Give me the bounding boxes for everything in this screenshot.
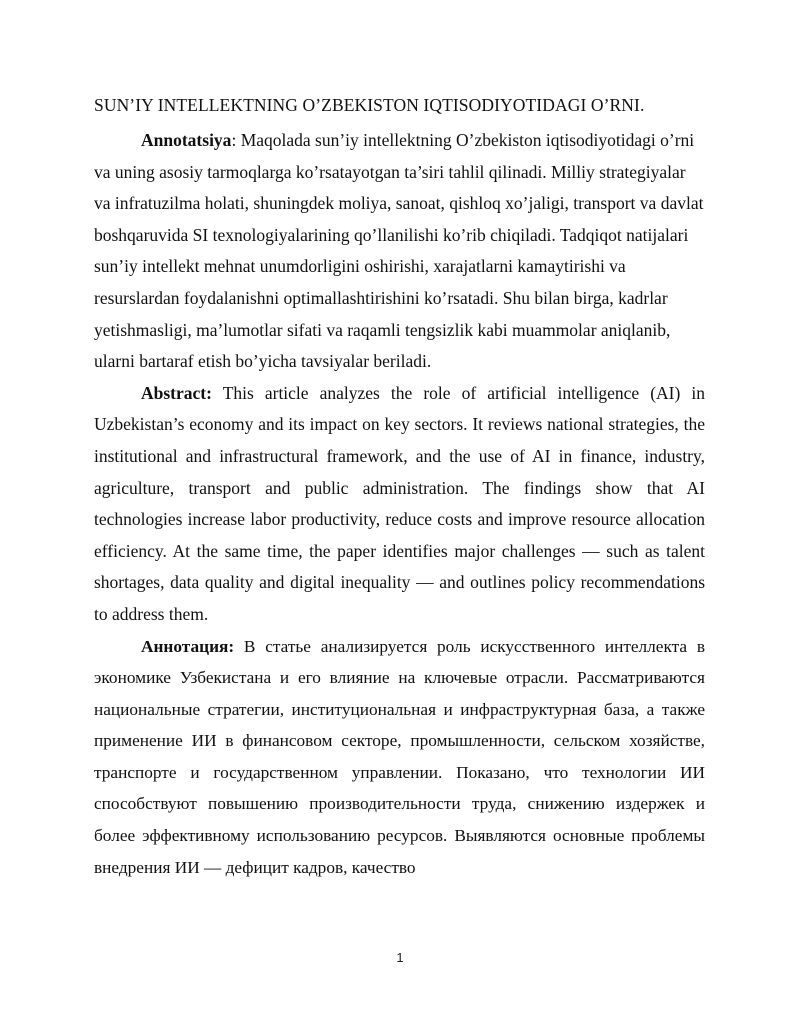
abstract-en-separator — [212, 383, 223, 403]
annotation-ru-text: В статье анализируется роль искусственного интеллекта в экономике Узбекистана и его влияние на ключевые отрасли. Рассматриваются национальные стратегии, институциональная и инфраструктурная база, а также применение ИИ в финансовом секторе, промышленности, сельском хозяйстве, транспорте и государственном управлении. Показано, что технологии ИИ способствуют повышению производительности труда, снижению издержек и более эффективному использованию ресурсов. Выявляются основные проблемы внедрения ИИ — дефицит кадров, качество — [94, 636, 705, 877]
abstract-en-paragraph — [94, 378, 705, 631]
annotation-ru-separator — [234, 637, 244, 656]
annotation-uz-label: Annotatsiya — [141, 130, 232, 150]
abstract-en-label: Abstract: — [141, 382, 212, 403]
annotation-uz-text: Maqolada sun’iy intellektning O’zbekiston iqtisodiyotidagi o’rni va uning asosiy tarmoqlarga ko’rsatayotgan ta’siri tahlil qilinadi. Milliy strategiyalar va infratuzilma holati, shuningdek moliya, sanoat, qishloq xo’jaligi, transport va davlat boshqaruvida SI texnologiyalarining qo’llanilishi ko’rib chiqiladi. Tadqiqot natijalari sun’iy intellekt mehnat unumdorligini oshirishi, xarajatlarni kamaytirishi va resurslardan foydalanishni optimallashtirishini ko’rsatadi. Shu bilan birga, kadrlar yetishmasligi, ma’lumotlar sifati va raqamli tengsizlik kabi muammolar aniqlanib, ularni bartaraf etish bo’yicha tavsiyalar beriladi. — [94, 130, 704, 372]
annotation-uz-separator: : — [231, 130, 241, 150]
annotation-uz-paragraph — [94, 125, 705, 378]
annotation-ru-label: Аннотация: — [141, 636, 235, 656]
annotation-ru-paragraph — [94, 631, 705, 884]
abstract-en-text: This article analyzes the role of artificial intelligence (AI) in Uzbekistan’s economy and its impact on key sectors. It reviews national strategies, the institutional and infrastructural framework, and the use of AI in finance, industry, agriculture, transport and public administration. The findings show that AI technologies increase labor productivity, reduce costs and improve resource allocation efficiency. At the same time, the paper identifies major challenges — such as talent shortages, data quality and digital inequality — and outlines policy recommendations to address them. — [94, 382, 705, 624]
page-number: 1 — [396, 950, 404, 965]
article-title: SUN’IY INTELLEKTNING O’ZBEKISTON IQTISODIYOTIDAGI O’RNI. — [94, 95, 645, 115]
document-page — [94, 91, 705, 883]
